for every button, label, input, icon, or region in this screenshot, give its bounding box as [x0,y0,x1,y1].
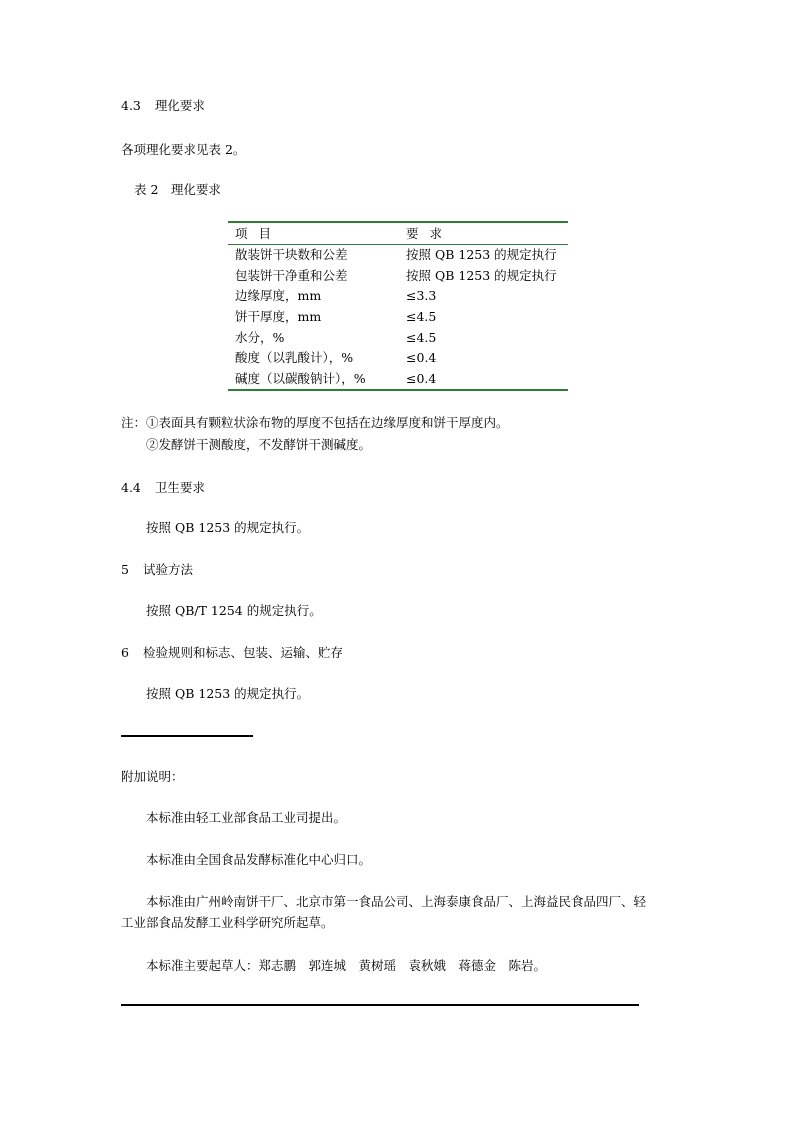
section-body-text: 按照 QB 1253 的规定执行。 [146,686,310,701]
section-heading-6 [121,645,343,661]
section-number: 4.4 [121,480,141,495]
requirements-table [228,221,568,391]
appendix-line: 本标准主要起草人：郑志鹏 郭连城 黄树瑶 袁秋娥 蒋德金 陈岩。 [146,958,547,973]
section-title: 检验规则和标志、包装、运输、贮存 [142,645,343,660]
table-cell-item: 散装饼干块数和公差 [235,247,348,263]
note-text: ①表面具有颗粒状涂布物的厚度不包括在边缘厚度和饼干厚度内。 [146,415,509,430]
table-caption: 表 2 理化要求 [134,182,221,197]
table-cell-requirement: 按照 QB 1253 的规定执行 [406,247,557,263]
section-number: 4.3 [121,98,141,113]
section-heading-4-3 [121,98,205,114]
table-cell-requirement: ≤4.5 [406,309,437,325]
note-2: ②发酵饼干测酸度，不发酵饼干测碱度。 [146,437,372,452]
section-heading-4-4 [121,480,205,496]
long-divider [121,1004,639,1006]
table-cell-requirement: ≤4.5 [406,329,437,345]
table-cell-requirement: ≤0.4 [406,350,437,366]
table-cell-requirement: 按照 QB 1253 的规定执行 [406,267,557,283]
note-1 [121,415,509,431]
section-number: 6 [121,645,129,660]
table-header-requirement: 要求 [406,225,454,241]
table-cell-item: 水分，% [235,329,285,345]
appendix-line: 工业部食品发酵工业科学研究所起草。 [121,915,334,930]
section-body-text: 按照 QB 1253 的规定执行。 [146,520,310,535]
section-title: 试验方法 [142,562,193,577]
table-row [228,245,568,266]
table-cell-item: 酸度（以乳酸计），% [235,350,354,366]
section-intro-text: 各项理化要求见表 2。 [121,142,246,157]
table-row [228,266,568,287]
section-title: 理化要求 [154,98,205,113]
table-cell-item: 碱度（以碳酸钠计），% [235,370,366,386]
table-cell-item: 包装饼干净重和公差 [235,267,348,283]
table-row [228,327,568,348]
section-heading-5 [121,562,193,578]
appendix-line: 本标准由轻工业部食品工业司提出。 [146,810,347,825]
table-cell-requirement: ≤0.4 [406,370,437,386]
appendix-line: 本标准由广州岭南饼干厂、北京市第一食品公司、上海泰康食品厂、上海益民食品四厂、轻 [146,894,647,909]
appendix-title: 附加说明： [121,769,184,784]
appendix-line: 本标准由全国食品发酵标准化中心归口。 [146,852,372,867]
table-row [228,369,568,391]
table-header-item: 项目 [235,225,283,241]
section-number: 5 [121,562,129,577]
table-cell-item: 饼干厚度，mm [235,309,322,325]
short-divider [121,735,253,737]
section-body-text: 按照 QB/T 1254 的规定执行。 [146,603,322,618]
table-row [228,286,568,307]
table-cell-requirement: ≤3.3 [406,288,437,304]
table-row [228,307,568,328]
table-header-row [228,222,568,245]
note-prefix: 注： [121,415,147,430]
table-row [228,348,568,369]
table-cell-item: 边缘厚度，mm [235,288,322,304]
section-title: 卫生要求 [154,480,205,495]
